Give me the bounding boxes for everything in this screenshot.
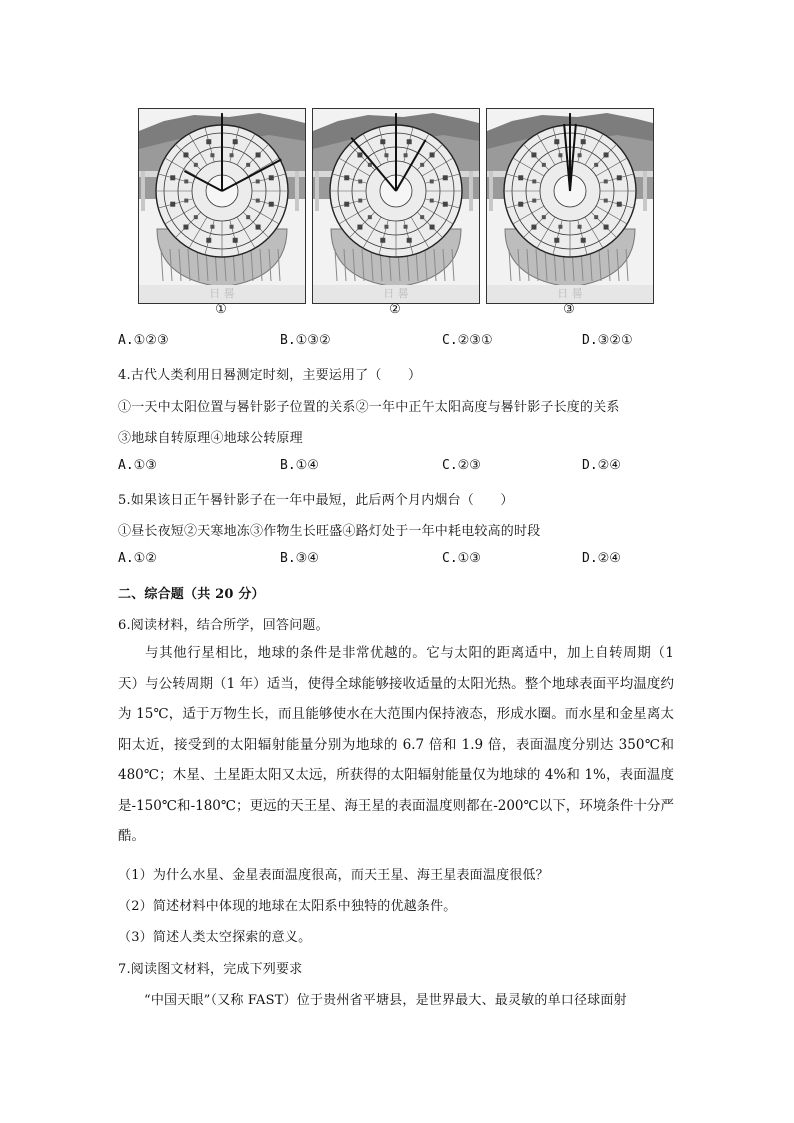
q5-stem: 5.如果该日正午晷针影子在一年中最短，此后两个月内烟台（ ） xyxy=(118,493,514,508)
q4-options xyxy=(118,458,678,476)
watermark-text: 日 晷 xyxy=(383,287,409,300)
sundial-photo-1 xyxy=(138,108,306,304)
q6-paragraph: 与其他行星相比，地球的条件是非常优越的。它与太阳的距离适中，加上自转周期（1 天）与公转周期（1 年）适当，使得全球能够接收适量的太阳光热。整个地球表面平均温度约为 15℃，适于万物生长，而且能够使水在大范围内保持液态，形成水圈。而水星和金星离太阳太近，接受到的太阳辐射能量分别为地球的 6.7 倍和 1.9 倍，表面温度分别达 350℃和 480℃；木星、土星距太阳又太远，所获得的太阳辐射能量仅为地球的 4%和 1%，表面温度是-150℃和-180℃；更远的天王星、海王星的表面温度则都在-200℃以下，环境条件十分严酷。 xyxy=(118,645,674,844)
q3-option-d: D.③②① xyxy=(582,333,633,348)
q4-option-b: B.①④ xyxy=(280,458,319,473)
q5-option-a: A.①② xyxy=(118,551,157,566)
q5-options xyxy=(118,551,678,569)
q6-sub1: （1）为什么水星、金星表面温度很高，而天王星、海王星表面温度很低？ xyxy=(118,868,549,883)
q5-option-d: D.②④ xyxy=(582,551,621,566)
q5-option-c: C.①③ xyxy=(442,551,481,566)
q3-option-b: B.①③② xyxy=(280,333,331,348)
section-title: 二、综合题（共 20 分） xyxy=(118,587,265,602)
q6-sub3: （3）简述人类太空探索的意义。 xyxy=(118,930,312,945)
q4-option-a: A.①③ xyxy=(118,458,157,473)
sundial-photo-2 xyxy=(312,108,480,304)
q4-stem: 4.古代人类利用日晷测定时刻，主要运用了（ ） xyxy=(118,368,422,383)
figure-label-2: ② xyxy=(389,302,401,317)
watermark-text: 日 晷 xyxy=(209,287,235,300)
q4-option-c: C.②③ xyxy=(442,458,481,473)
q6-stem: 6.阅读材料，结合所学，回答问题。 xyxy=(118,618,329,633)
q6-sub2: （2）简述材料中体现的地球在太阳系中独特的优越条件。 xyxy=(118,899,457,914)
q3-options xyxy=(118,333,678,351)
sundial-photo-3 xyxy=(486,108,654,304)
q7-stem: 7.阅读图文材料，完成下列要求 xyxy=(118,962,303,977)
q3-option-c: C.②③① xyxy=(442,333,493,348)
q4-items-line2: ③地球自转原理④地球公转原理 xyxy=(118,431,303,446)
q3-option-a: A.①②③ xyxy=(118,333,169,348)
figure-label-1: ① xyxy=(215,302,227,317)
sundial-figures xyxy=(138,108,658,320)
q5-items: ①昼长夜短②天寒地冻③作物生长旺盛④路灯处于一年中耗电较高的时段 xyxy=(118,524,541,539)
q4-option-d: D.②④ xyxy=(582,458,621,473)
q5-option-b: B.③④ xyxy=(280,551,319,566)
watermark-text: 日 晷 xyxy=(557,287,583,300)
q7-paragraph: “中国天眼”（又称 FAST）位于贵州省平塘县，是世界最大、最灵敏的单口径球面射 xyxy=(144,993,627,1008)
q4-items-line1: ①一天中太阳位置与晷针影子位置的关系②一年中正午太阳高度与晷针影子长度的关系 xyxy=(118,400,620,415)
figure-label-3: ③ xyxy=(563,302,575,317)
